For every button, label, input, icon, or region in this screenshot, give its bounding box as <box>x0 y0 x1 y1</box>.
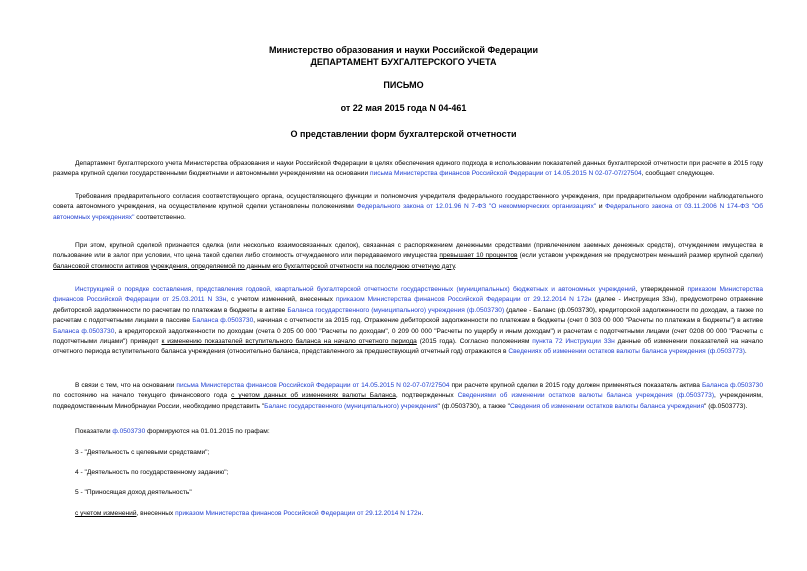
form-0503773-link[interactable]: Сведениях об изменении остатков валюты баланса учреждения (ф.0503773) <box>508 348 745 356</box>
balance-link-2[interactable]: Баланса ф.0503730 <box>53 327 115 335</box>
p7-text-b: . <box>421 510 424 517</box>
p2-text-c: соответственно. <box>134 213 186 221</box>
balance-form-link[interactable]: Баланса государственного (муниципального) учреждения (ф.0503730) <box>287 306 505 314</box>
order-33n-link[interactable]: приказом Министерства финансов Российской Федерации от 25.03.2011 N 33н <box>53 286 763 304</box>
p3-underline-2: балансовой стоимости активов учреждения, определяемой по данным его бухгалтерской отчетности на последнюю отчетную дату <box>53 262 455 270</box>
doc-subject: О представлении форм бухгалтерской отчетности <box>290 129 517 139</box>
p4-text-a: , утвержденной <box>635 286 688 293</box>
list-item: 4 - "Деятельность по государственному заданию"; <box>75 469 229 476</box>
order-172n-link[interactable]: приказом Министерства финансов Российской Федерации от 29.12.2014 N 172н <box>335 296 592 304</box>
form-0503773-link-3[interactable]: Сведения об изменении остатков валюты баланса учреждения <box>509 402 705 410</box>
clause-72-link[interactable]: пункта 72 Инструкции 33н <box>532 338 615 346</box>
paragraph-3 <box>53 241 763 272</box>
p3-text-c: . <box>454 262 457 270</box>
p3-text-b: (если уставом учреждения не предусмотрен меньший размер крупной сделки) <box>517 252 763 260</box>
p4-text-d: (далее - Баланс (ф.0503730), кредиторской задолженности по доходам, а также по расчетам с подотчетными лицами в пассиве <box>53 306 764 325</box>
ministry-title: Министерство образования и науки Российской Федерации <box>269 45 538 55</box>
minfin-letter-link[interactable]: письма Министерства финансов Российской Федерации от 14.05.2015 N 02-07-07/27504 <box>370 170 642 178</box>
paragraph-1 <box>53 159 763 180</box>
p5-text-e: , учреждениям, подведомственным Минобрнауки России, необходимо представить " <box>53 392 763 410</box>
p4-text-i: . <box>744 348 747 356</box>
paragraph-5 <box>53 381 763 412</box>
p5-underline-1: с учетом данных об изменениях валюты Баланса <box>231 392 396 400</box>
form-0503730-link[interactable]: ф.0503730 <box>112 428 146 435</box>
p5-text-c: по состоянию на начало текущего финансового года <box>53 392 232 400</box>
p3-text-a: При этом, крупной сделкой признается сделка (или несколько взаимосвязанных сделок), связанная с распоряжением денежными средствами (привлечением заемных денежных средств), отчуждением имущества в пользование или в залог при условии, что цена такой сделки либо стоимость отчуждаемого или передаваемого имущества <box>53 242 763 260</box>
p5-text-f: " (ф.0503730), а также " <box>437 402 510 410</box>
p1-text-a: Департамент бухгалтерского учета Министерства образования и науки Российской Федерации в целях обеспечения единого подхода в использовании показателей данных бухгалтерской отчетности при расчете в 2015 году размера крупной сделки государственными бюджетными и автономными учреждениями на основании <box>53 160 763 178</box>
p6-text-b: формируются на 01.01.2015 по графам: <box>145 428 270 435</box>
p4-text-g: (2015 года). Согласно положениям <box>416 338 533 346</box>
law-7fz-link[interactable]: Федерального закона от 12.01.96 N 7-ФЗ "О некоммерческих организациях" <box>356 203 597 211</box>
p5-text-d: , подтвержденных <box>395 392 458 400</box>
list-item: 5 - "Приносящая доход деятельность" <box>75 489 192 496</box>
paragraph-7 <box>53 509 763 519</box>
doc-type: ПИСЬМО <box>383 80 424 90</box>
balance-link-1[interactable]: Баланса ф.0503730 <box>192 317 254 325</box>
p4-text-f: , а кредиторской задолженности по доходам (счета 0 205 00 000 "Расчеты по доходам", 0 209 00 000 "Расчеты по ущербу и иным доходам") и расчетам с подотчетными лицами (счет 0208 00 000 "Расчеты с подотчетными лицами") приведет <box>53 327 764 346</box>
law-174fz-link[interactable]: Федерального закона от 03.11.2006 N 174-ФЗ "Об автономных учреждениях" <box>53 203 763 221</box>
p4-text-b: , с учетом изменений, внесенных <box>226 296 336 304</box>
order-172n-link-2[interactable]: приказом Министерства финансов Российской Федерации от 29.12.2014 N 172н <box>175 510 422 517</box>
p5-text-a: В связи с тем, что на основании <box>75 382 177 389</box>
p7-underline-1: с учетом изменений <box>75 510 137 517</box>
p1-text-b: , сообщает следующее. <box>641 170 715 178</box>
paragraph-4 <box>53 285 763 358</box>
minfin-letter-link-2[interactable]: письма Министерства финансов Российской Федерации от 14.05.2015 N 02-07-07/27504 <box>176 382 450 389</box>
department-title: ДЕПАРТАМЕНТ БУХГАЛТЕРСКОГО УЧЕТА <box>310 57 497 67</box>
p4-text-e: , начиная с отчетности за 2015 год. Отражение дебиторской задолженности по платежам в бюджеты (счет 0 303 00 000 "Расчеты по платежам в бюджеты") в активе <box>253 317 763 325</box>
p3-underline-1: превышает 10 процентов <box>439 252 518 260</box>
instruction-33n-link[interactable]: Инструкцией о порядке составления, представления годовой, квартальной бухгалтерской отчетности государственных (муниципальных) бюджетных и автономных учреждений <box>75 286 636 293</box>
p5-text-g: " (ф.0503773). <box>704 402 748 410</box>
list-item: 3 - "Деятельность с целевыми средствами"; <box>75 449 210 456</box>
paragraph-2 <box>53 192 763 223</box>
p7-text-a: , внесенных <box>136 510 176 517</box>
doc-date: от 22 мая 2015 года N 04-461 <box>340 103 467 113</box>
p4-text-h: данные об изменении показателей на начало отчетного периода вступительного баланса учреждения (относительно баланса, представленного за предшествующий отчетный год) отражаются в <box>53 338 763 356</box>
p6-text-a: Показатели <box>75 428 113 435</box>
p2-text-a: Требования предварительного согласия соответствующего органа, осуществляющего функции и полномочия учредителя федерального государственного учреждения, при предварительном одобрении наблюдательного совета автономного учреждения, на осуществление крупной сделки установлены положениями <box>53 193 763 211</box>
p2-text-b: и <box>596 203 606 211</box>
paragraph-6 <box>53 427 763 437</box>
balance-form-link-2[interactable]: Баланс государственного (муниципального) учреждения <box>264 402 438 410</box>
balance-link-3[interactable]: Баланса ф.0503730 <box>701 382 764 389</box>
p5-text-b: при расчете крупной сделки в 2015 году должен применяться показатель актива <box>449 382 702 389</box>
p4-underline-1: к изменению показателей вступительного баланса на начало отчетного периода <box>161 338 417 346</box>
form-0503773-link-2[interactable]: Сведениями об изменении остатков валюты баланса учреждения (ф.0503773) <box>457 392 715 400</box>
p4-text-c: (далее - Инструкция 33н), предусмотрено отражение дебиторской задолженности по расчетам по платежам в бюджеты в активе <box>53 296 763 314</box>
